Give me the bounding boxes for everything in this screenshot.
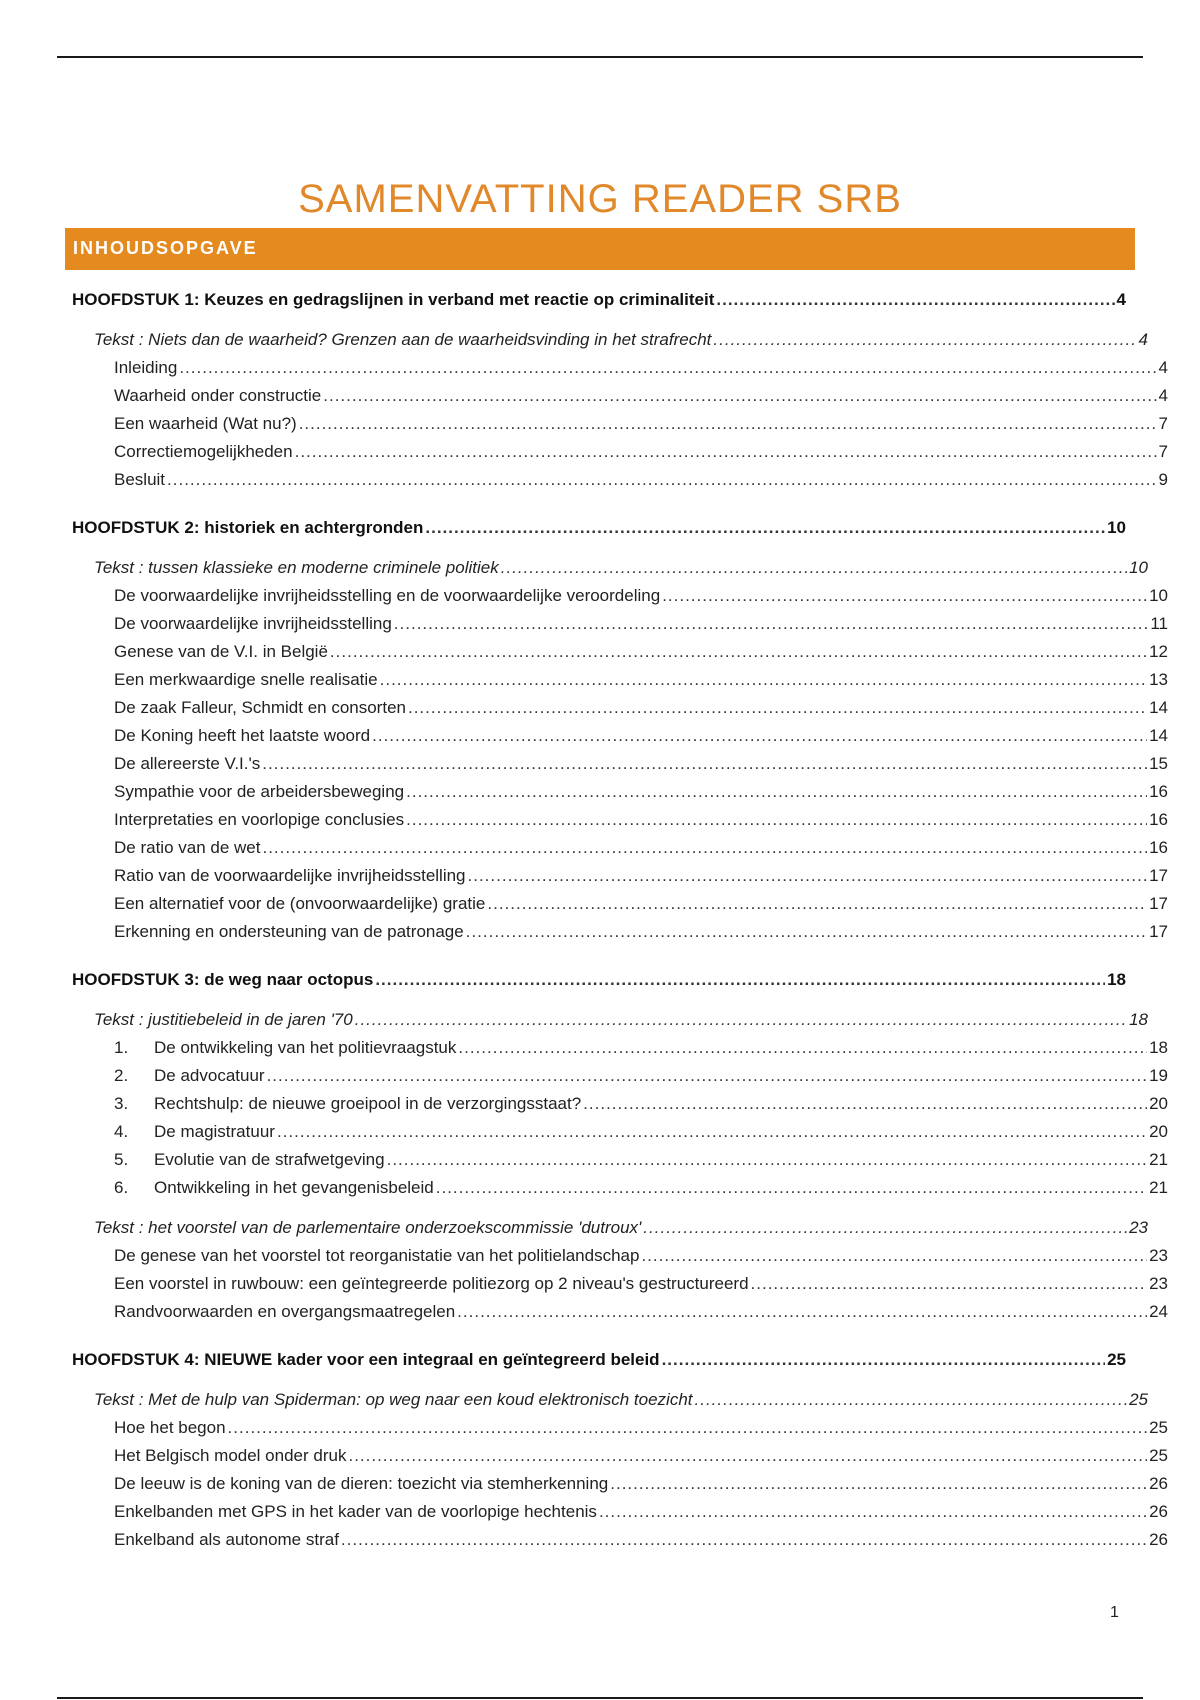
toc-dot-leader [406, 810, 1147, 830]
toc-entry-page: 18 [1107, 970, 1126, 989]
toc-entry-page: 4 [1138, 330, 1148, 349]
toc-dot-leader [695, 1390, 1128, 1410]
toc-entry-page: 14 [1149, 698, 1168, 717]
toc-dot-leader [662, 1350, 1106, 1370]
toc-dot-leader [457, 1302, 1147, 1322]
toc-entry-label: De allereerste V.I.'s [114, 754, 261, 773]
toc-entry-page: 4 [1116, 290, 1126, 309]
toc-entry-label: Erkenning en ondersteuning van de patronage [114, 922, 464, 941]
toc-subsection[interactable] [72, 386, 1168, 414]
toc-subsection[interactable] [72, 782, 1168, 810]
toc-subsection[interactable] [72, 698, 1168, 726]
toc-entry-page: 26 [1149, 1530, 1168, 1549]
toc-heading: INHOUDSOPGAVE [73, 238, 258, 258]
toc-entry-label: Tekst : tussen klassieke en moderne criminele politiek [94, 558, 499, 577]
toc-entry-page: 7 [1158, 442, 1168, 461]
toc-entry-label: Randvoorwaarden en overgangsmaatregelen [114, 1302, 456, 1321]
toc-subsection[interactable] [72, 1150, 1168, 1178]
toc-dot-leader [341, 1530, 1147, 1550]
toc-entry-label: Hoe het begon [114, 1418, 226, 1437]
toc-dot-leader [751, 1274, 1148, 1294]
table-of-contents [72, 290, 1168, 1558]
toc-entry-label: Een alternatief voor de (onvoorwaardelijke) gratie [114, 894, 486, 913]
toc-entry-label: Tekst : Niets dan de waarheid? Grenzen aan de waarheidsvinding in het strafrecht [94, 330, 712, 349]
page-number: 1 [1110, 1604, 1119, 1621]
toc-dot-leader [716, 290, 1114, 310]
toc-dot-leader [458, 1038, 1147, 1058]
toc-entry-page: 4 [1158, 386, 1168, 405]
toc-entry-label: Besluit [114, 470, 166, 489]
toc-subsection[interactable] [72, 1274, 1168, 1302]
toc-entry-page: 11 [1150, 614, 1168, 633]
toc-entry-page: 23 [1129, 1218, 1148, 1237]
toc-entry-page: 24 [1149, 1302, 1168, 1321]
toc-entry-label: Correctiemogelijkheden [114, 442, 293, 461]
toc-dot-leader [375, 970, 1105, 990]
toc-entry-label: Een merkwaardige snelle realisatie [114, 670, 378, 689]
toc-dot-leader [436, 1178, 1147, 1198]
toc-subsection[interactable] [72, 1530, 1168, 1558]
toc-entry-label: De genese van het voorstel tot reorganistatie van het politielandschap [114, 1246, 640, 1265]
toc-dot-leader [387, 1150, 1147, 1170]
toc-item-number: 4. [114, 1122, 129, 1141]
toc-dot-leader [487, 894, 1147, 914]
toc-dot-leader [468, 866, 1148, 886]
toc-dot-leader [599, 1502, 1147, 1522]
toc-entry-label: Tekst : Met de hulp van Spiderman: op weg naar een koud elektronisch toezicht [94, 1390, 693, 1409]
toc-subsection[interactable] [72, 922, 1168, 950]
toc-subsection[interactable] [72, 1302, 1168, 1330]
toc-entry-label: De voorwaardelijke invrijheidsstelling [114, 614, 392, 633]
toc-entry-label: HOOFDSTUK 2: historiek en achtergronden [72, 518, 424, 537]
toc-entry-page: 9 [1158, 470, 1168, 489]
toc-subsection[interactable] [72, 1066, 1168, 1094]
toc-entry-page: 10 [1129, 558, 1148, 577]
toc-entry-label: Inleiding [114, 358, 178, 377]
toc-dot-leader [179, 358, 1156, 378]
toc-entry-label: Rechtshulp: de nieuwe groeipool in de verzorgingsstaat? [154, 1094, 582, 1113]
toc-entry-label: De ontwikkeling van het politievraagstuk [154, 1038, 457, 1057]
toc-entry-page: 16 [1149, 838, 1168, 857]
toc-dot-leader [267, 1066, 1148, 1086]
toc-entry-page: 14 [1149, 726, 1168, 745]
toc-dot-leader [355, 1010, 1127, 1030]
toc-entry-label: De ratio van de wet [114, 838, 261, 857]
toc-text-entry[interactable] [72, 330, 1148, 358]
toc-subsection[interactable] [72, 1178, 1168, 1206]
toc-subsection[interactable] [72, 1502, 1168, 1530]
toc-entry-label: De leeuw is de koning van de dieren: toezicht via stemherkenning [114, 1474, 609, 1493]
toc-entry-page: 26 [1149, 1502, 1168, 1521]
toc-entry-page: 10 [1107, 518, 1126, 537]
toc-entry-page: 23 [1149, 1246, 1168, 1265]
toc-entry-page: 17 [1149, 922, 1168, 941]
toc-entry-label: HOOFDSTUK 4: NIEUWE kader voor een integraal en geïntegreerd beleid [72, 1350, 660, 1369]
toc-entry-label: Ontwikkeling in het gevangenisbeleid [154, 1178, 434, 1197]
toc-subsection[interactable] [72, 1246, 1168, 1274]
toc-item-number: 3. [114, 1094, 129, 1113]
header-rule [57, 56, 1143, 58]
toc-entry-page: 23 [1149, 1274, 1168, 1293]
document-title: SAMENVATTING READER SRB [298, 176, 902, 221]
toc-subsection[interactable] [72, 442, 1168, 470]
toc-entry-page: 17 [1149, 894, 1168, 913]
toc-entry-page: 18 [1129, 1010, 1148, 1029]
toc-entry-page: 19 [1149, 1066, 1168, 1085]
toc-chapter[interactable] [72, 1350, 1126, 1378]
toc-entry-label: Een waarheid (Wat nu?) [114, 414, 297, 433]
toc-subsection[interactable] [72, 838, 1168, 866]
toc-entry-label: Genese van de V.I. in België [114, 642, 328, 661]
toc-dot-leader [643, 1218, 1127, 1238]
toc-entry-label: HOOFDSTUK 1: Keuzes en gedragslijnen in verband met reactie op criminaliteit [72, 290, 715, 309]
toc-entry-label: Ratio van de voorwaardelijke invrijheidsstelling [114, 866, 466, 885]
toc-subsection[interactable] [72, 894, 1168, 922]
toc-item-number: 5. [114, 1150, 129, 1169]
toc-subsection[interactable] [72, 754, 1168, 782]
toc-entry-page: 25 [1129, 1390, 1148, 1409]
toc-dot-leader [641, 1246, 1147, 1266]
toc-dot-leader [610, 1474, 1147, 1494]
toc-chapter[interactable] [72, 518, 1126, 546]
toc-subsection[interactable] [72, 1446, 1168, 1474]
toc-dot-leader [394, 614, 1149, 634]
toc-entry-page: 16 [1149, 810, 1168, 829]
toc-text-entry[interactable] [72, 1010, 1148, 1038]
toc-subsection[interactable] [72, 1094, 1168, 1122]
toc-subsection[interactable] [72, 1474, 1168, 1502]
toc-entry-label: Interpretaties en voorlopige conclusies [114, 810, 405, 829]
toc-dot-leader [372, 726, 1147, 746]
toc-entry-page: 12 [1149, 642, 1168, 661]
toc-entry-page: 20 [1149, 1122, 1168, 1141]
toc-entry-label: Evolutie van de strafwetgeving [154, 1150, 385, 1169]
toc-entry-label: De Koning heeft het laatste woord [114, 726, 371, 745]
toc-dot-leader [330, 642, 1147, 662]
toc-subsection[interactable] [72, 1418, 1168, 1446]
toc-entry-page: 4 [1158, 358, 1168, 377]
toc-subsection[interactable] [72, 670, 1168, 698]
toc-item-number: 2. [114, 1066, 129, 1085]
toc-dot-leader [408, 698, 1147, 718]
toc-subsection[interactable] [72, 1038, 1168, 1066]
toc-entry-label: Sympathie voor de arbeidersbeweging [114, 782, 405, 801]
toc-dot-leader [501, 558, 1127, 578]
toc-entry-label: Het Belgisch model onder druk [114, 1446, 347, 1465]
toc-text-entry[interactable] [72, 1218, 1148, 1246]
toc-item-number: 1. [114, 1038, 129, 1057]
toc-dot-leader [380, 670, 1147, 690]
toc-dot-leader [425, 518, 1105, 538]
toc-entry-page: 25 [1149, 1418, 1168, 1437]
toc-subsection[interactable] [72, 810, 1168, 838]
toc-text-entry[interactable] [72, 558, 1148, 586]
toc-entry-page: 18 [1149, 1038, 1168, 1057]
toc-entry-page: 10 [1149, 586, 1168, 605]
toc-subsection[interactable] [72, 414, 1168, 442]
toc-entry-page: 20 [1149, 1094, 1168, 1113]
toc-dot-leader [277, 1122, 1147, 1142]
toc-dot-leader [713, 330, 1136, 350]
toc-entry-label: De magistratuur [154, 1122, 275, 1141]
toc-entry-label: Waarheid onder constructie [114, 386, 322, 405]
toc-entry-page: 25 [1149, 1446, 1168, 1465]
toc-item-number: 6. [114, 1178, 129, 1197]
toc-dot-leader [295, 442, 1157, 462]
toc-dot-leader [228, 1418, 1148, 1438]
toc-entry-page: 7 [1158, 414, 1168, 433]
toc-subsection[interactable] [72, 866, 1168, 894]
toc-subsection[interactable] [72, 642, 1168, 670]
toc-entry-page: 13 [1149, 670, 1168, 689]
toc-entry-label: De advocatuur [154, 1066, 265, 1085]
toc-subsection[interactable] [72, 470, 1168, 498]
toc-entry-label: HOOFDSTUK 3: de weg naar octopus [72, 970, 374, 989]
toc-subsection[interactable] [72, 358, 1168, 386]
toc-entry-page: 26 [1149, 1474, 1168, 1493]
toc-dot-leader [323, 386, 1156, 406]
toc-subsection[interactable] [72, 726, 1168, 754]
toc-subsection[interactable] [72, 614, 1168, 642]
toc-entry-page: 16 [1149, 782, 1168, 801]
toc-entry-page: 25 [1107, 1350, 1126, 1369]
toc-chapter[interactable] [72, 290, 1126, 318]
toc-entry-label: De zaak Falleur, Schmidt en consorten [114, 698, 406, 717]
toc-entry-label: Tekst : justitiebeleid in de jaren '70 [94, 1010, 353, 1029]
toc-entry-page: 21 [1149, 1150, 1168, 1169]
toc-dot-leader [348, 1446, 1147, 1466]
footer-rule [57, 1697, 1143, 1699]
toc-entry-page: 15 [1149, 754, 1168, 773]
toc-entry-page: 17 [1149, 866, 1168, 885]
toc-dot-leader [299, 414, 1157, 434]
toc-text-entry[interactable] [72, 1390, 1148, 1418]
toc-entry-label: Een voorstel in ruwbouw: een geïntegreerde politiezorg op 2 niveau's gestructureerd [114, 1274, 749, 1293]
toc-dot-leader [262, 838, 1147, 858]
toc-entry-label: De voorwaardelijke invrijheidsstelling en de voorwaardelijke veroordeling [114, 586, 661, 605]
toc-dot-leader [406, 782, 1147, 802]
toc-dot-leader [167, 470, 1157, 490]
toc-entry-label: Enkelbanden met GPS in het kader van de voorlopige hechtenis [114, 1502, 597, 1521]
toc-chapter[interactable] [72, 970, 1126, 998]
toc-dot-leader [466, 922, 1147, 942]
toc-entry-page: 21 [1149, 1178, 1168, 1197]
toc-dot-leader [262, 754, 1147, 774]
toc-heading-banner [65, 228, 1135, 270]
toc-entry-label: Tekst : het voorstel van de parlementaire onderzoekscommissie 'dutroux' [94, 1218, 642, 1237]
toc-subsection[interactable] [72, 586, 1168, 614]
toc-subsection[interactable] [72, 1122, 1168, 1150]
toc-dot-leader [662, 586, 1147, 606]
toc-entry-label: Enkelband als autonome straf [114, 1530, 339, 1549]
toc-dot-leader [583, 1094, 1147, 1114]
